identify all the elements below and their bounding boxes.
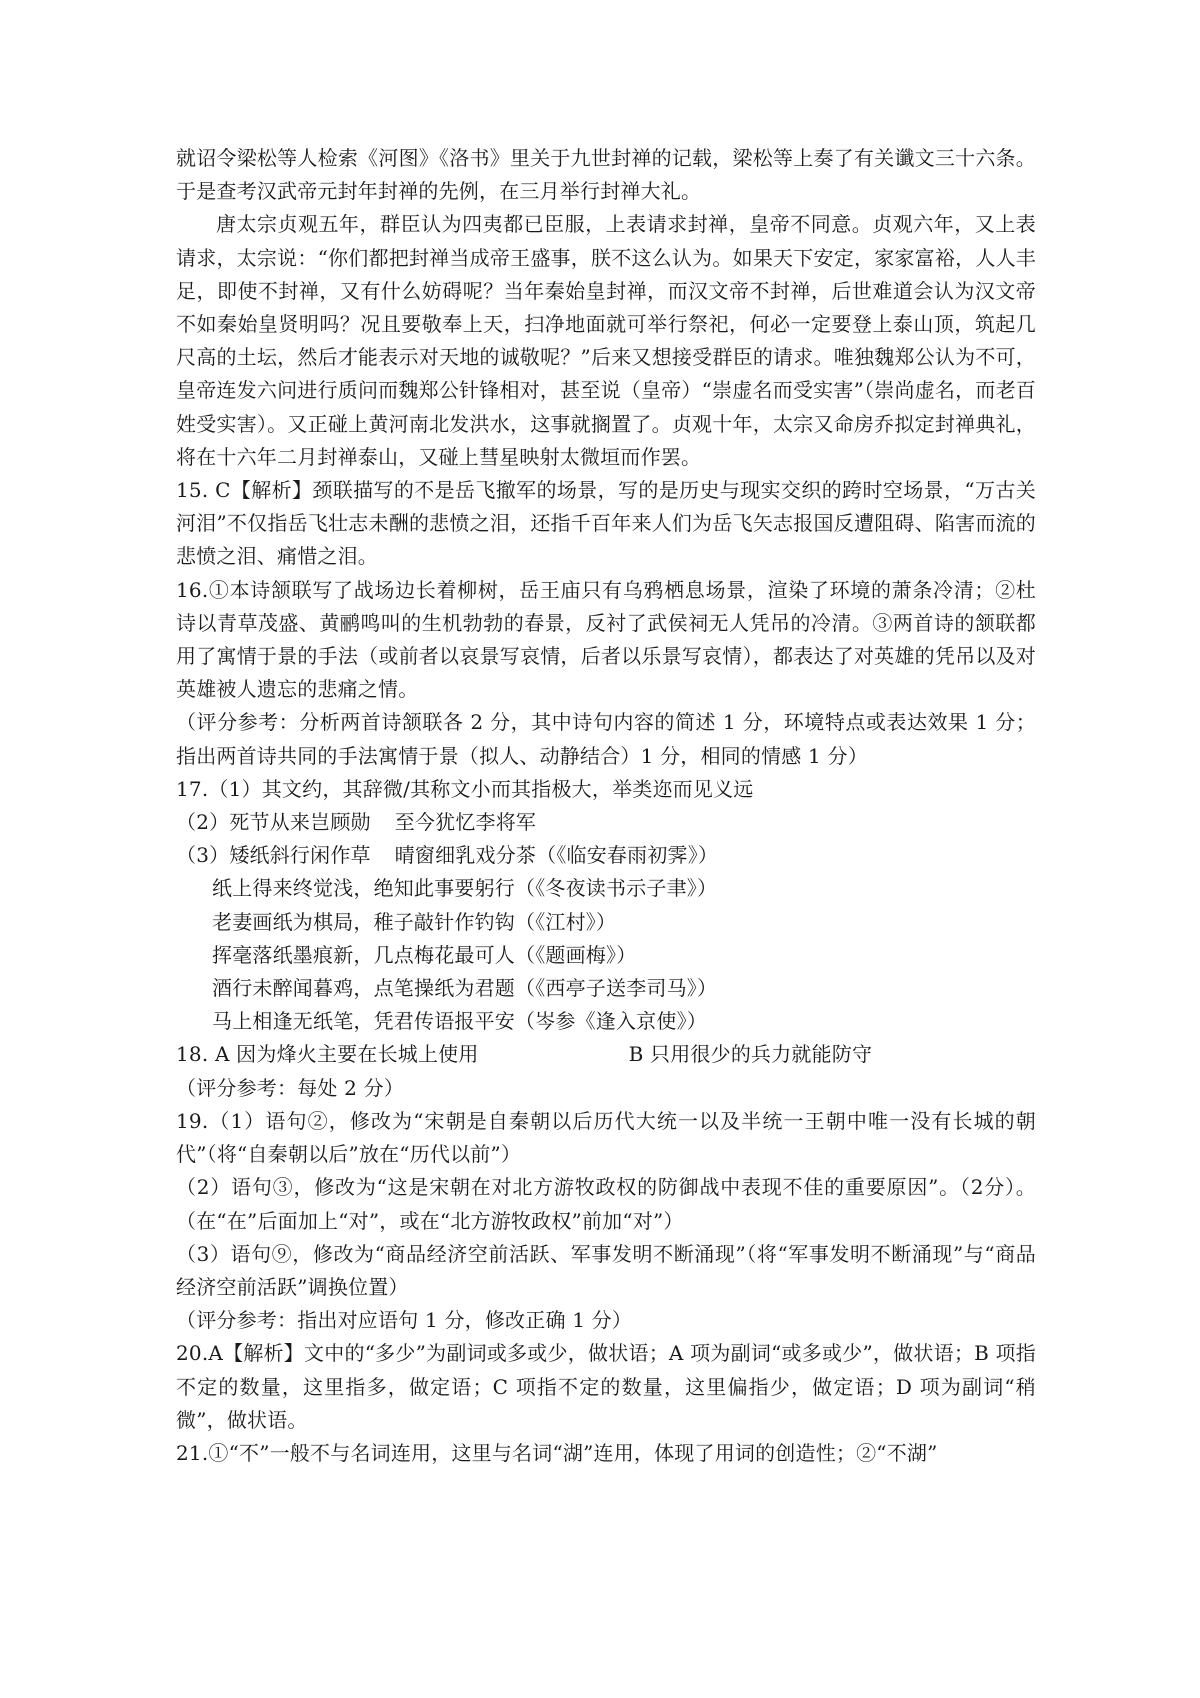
- answer-18: [176, 1038, 1036, 1071]
- answer-21: 21.①“不”一般不与名词连用，这里与名词“湖”连用，体现了用词的创造性；②“不湖”: [176, 1440, 938, 1465]
- answer-19-2: （2）语句③，修改为“这是宋朝在对北方游牧政权的防御战中表现不佳的重要原因”。（2分）。（在“在”后面加上“对”，或在“北方游牧政权”前加“对”）: [176, 1175, 1036, 1233]
- document-page: [176, 142, 1036, 1470]
- answer-17-3: [176, 839, 1036, 872]
- answer-17-2: [176, 806, 1036, 839]
- answer-18-b: B 只用很少的兵力就能防守: [628, 1042, 873, 1067]
- answer-17-2-b: 至今犹忆李将军: [394, 810, 537, 835]
- answer-17-3-a: （3）矮纸斜行闲作草: [176, 843, 371, 868]
- answer-17-2-a: （2）死节从来岂顾勋: [176, 810, 371, 835]
- answer-17-3-b: 晴窗细乳戏分茶（《临安春雨初霁》）: [394, 843, 719, 868]
- answer-16-score: （评分参考：分析两首诗颔联各 2 分，其中诗句内容的简述 1 分，环境特点或表达效果 1 分；指出两首诗共同的手法寓情于景（拟人、动静结合）1 分，相同的情感 1 分）: [176, 710, 1036, 768]
- answer-18-a: 18. A 因为烽火主要在长城上使用: [176, 1042, 479, 1067]
- paragraph-continuation: 就诏令梁松等人检索《河图》《洛书》里关于九世封禅的记载，梁松等上奏了有关谶文三十六条。于是查考汉武帝元封年封禅的先例，在三月举行封禅大礼。: [176, 146, 1036, 204]
- answer-15: 15. C【解析】颈联描写的不是岳飞撤军的场景，写的是历史与现实交织的跨时空场景，“万古关河泪”不仅指岳飞壮志未酬的悲愤之泪，还指千百年来人们为岳飞矢志报国反遭阻碍、陷害而流的悲愤之泪、痛惜之泪。: [176, 478, 1036, 569]
- answer-17-3-line: 马上相逢无纸笔，凭君传语报平安（岑参《逢入京使》）: [212, 1009, 707, 1034]
- answer-19-3: （3）语句⑨，修改为“商品经济空前活跃、军事发明不断涌现”（将“军事发明不断涌现”与“商品经济空前活跃”调换位置）: [176, 1241, 1036, 1299]
- answer-20: 20.A【解析】文中的“多少”为副词或多或少，做状语；A 项为副词“或多或少”，做状语；B 项指不定的数量，这里指多，做定语；C 项指不定的数量，这里偏指少，做定语；D 项为副词“稍微”，做状语。: [176, 1341, 1036, 1432]
- answer-19-1: 19.（1）语句②，修改为“宋朝是自秦朝以后历代大统一以及半统一王朝中唯一没有长城的朝代”（将“自秦朝以后”放在“历代以前”）: [176, 1108, 1036, 1167]
- answer-17-3-line: 酒行未醉闻暮鸡，点笔操纸为君题（《西亭子送李司马》）: [212, 976, 718, 1001]
- answer-17-3-line: 挥毫落纸墨痕新，几点梅花最可人（《题画梅》）: [212, 942, 637, 967]
- answer-18-score: （评分参考：每处 2 分）: [176, 1075, 405, 1100]
- answer-19-score: （评分参考：指出对应语句 1 分，修改正确 1 分）: [176, 1308, 633, 1333]
- answer-17-3-line: 纸上得来终觉浅，绝知此事要躬行（《冬夜读书示子聿》）: [212, 876, 718, 901]
- answer-16: 16.①本诗颔联写了战场边长着柳树，岳王庙只有乌鸦栖息场景，渲染了环境的萧条冷清；②杜诗以青草茂盛、黄鹂鸣叫的生机勃勃的春景，反衬了武侯祠无人凭吊的冷清。③两首诗的颔联都用了寓情于景的手法（或前者以哀景写哀情，后者以乐景写哀情），都表达了对英雄的凭吊以及对英雄被人遗忘的悲痛之情。: [176, 577, 1036, 702]
- paragraph-tang-taizong: 唐太宗贞观五年，群臣认为四夷都已臣服，上表请求封禅，皇帝不同意。贞观六年，又上表请求，太宗说：“你们都把封禅当成帝王盛事，朕不这么认为。如果天下安定，家家富裕，人人丰足，即使不封禅，又有什么妨碍呢？当年秦始皇封禅，而汉文帝不封禅，后世难道会认为汉文帝不如秦始皇贤明吗？况且要敬奉上天，扫净地面就可举行祭祀，何必一定要登上泰山顶，筑起几尺高的土坛，然后才能表示对天地的诚敬呢？”后来又想接受群臣的请求。唯独魏郑公认为不可，皇帝连发六问进行质问而魏郑公针锋相对，甚至说（皇帝）“崇虚名而受实害”（崇尚虚名，而老百姓受实害）。又正碰上黄河南北发洪水，这事就搁置了。贞观十年，太宗又命房乔拟定封禅典礼，将在十六年二月封禅泰山，又碰上彗星映射太微垣而作罢。: [176, 212, 1036, 469]
- answer-17-3-line: 老妻画纸为棋局，稚子敲针作钓钩（《江村》）: [212, 909, 617, 934]
- answer-17-1: 17.（1）其文约，其辞微/其称文小而其指极大，举类迩而见义远: [176, 776, 754, 801]
